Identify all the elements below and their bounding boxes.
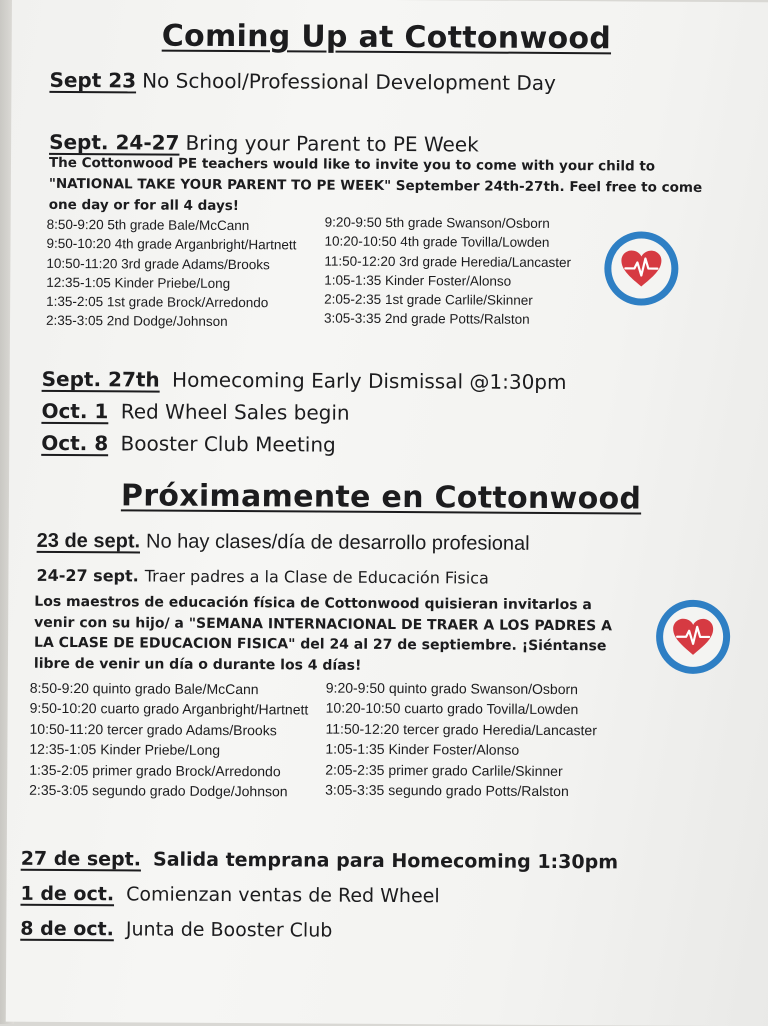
- schedule-row: 2:35-3:05 2nd Dodge/Johnson: [45, 313, 228, 330]
- schedule-row: 9:50-10:20 4th grade Arganbright/Hartnett: [46, 236, 297, 253]
- event-date: Oct. 1: [41, 398, 109, 424]
- schedule-row: 9:20-9:50 5th grade Swanson/Osborn: [324, 214, 550, 231]
- schedule-row: 10:50-11:20 3rd grade Adams/Brooks: [46, 255, 270, 272]
- schedule-row: 1:05-1:35 Kinder Foster/Alonso: [325, 740, 520, 758]
- schedule-left-column: [46, 215, 297, 332]
- heartbeat-icon: [619, 248, 663, 288]
- event-text: No School/Professional Development Day: [142, 68, 556, 95]
- schedule-row: 10:50-11:20 tercer grado Adams/Brooks: [29, 720, 277, 739]
- event-text: Red Wheel Sales begin: [120, 399, 350, 425]
- schedule-row: 1:05-1:35 Kinder Foster/Alonso: [324, 272, 512, 289]
- schedule-row: 3:05-3:35 segundo grado Potts/Ralston: [325, 781, 569, 800]
- event-text: No hay clases/día de desarrollo profesional: [146, 530, 530, 555]
- pe-week-title: Bring your Parent to PE Week: [185, 130, 479, 157]
- event-date: Sept. 27th: [41, 366, 160, 392]
- schedule-row: 3:05-3:35 2nd grade Potts/Ralston: [324, 311, 530, 328]
- event-text: Booster Club Meeting: [120, 431, 336, 457]
- event-date: 23 de sept.: [36, 529, 141, 553]
- event-row: [20, 877, 617, 916]
- heartbeat-badge-es: [656, 600, 730, 674]
- event-date: Oct. 8: [41, 430, 109, 456]
- schedule-row: 9:20-9:50 quinto grado Swanson/Osborn: [325, 679, 579, 698]
- event-row: [21, 842, 618, 881]
- horario-columna-izquierda: [29, 678, 308, 802]
- pe-week-date: Sept. 24-27: [49, 129, 180, 155]
- schedule-row: 2:05-2:35 primer grado Carlile/Skinner: [325, 761, 563, 779]
- english-title: Coming Up at Cottonwood: [161, 18, 612, 57]
- pe-week-intro: The Cottonwood PE teachers would like to invite you to come with your child to "NATIONAL TAKE YOUR PARENT TO PE WEEK" September 24th-27th. Feel free to come one day or for all 4 days!: [48, 154, 703, 215]
- schedule-row: 2:05-2:35 1st grade Carlile/Skinner: [324, 291, 533, 309]
- english-events-list: [41, 363, 566, 462]
- event-row: [20, 912, 617, 951]
- schedule-row: 8:50-9:20 quinto grado Bale/McCann: [29, 679, 259, 698]
- event-date: Sept 23: [49, 67, 137, 93]
- event-text: Salida temprana para Homecoming 1:30pm: [152, 848, 619, 874]
- schedule-row: 8:50-9:20 5th grade Bale/McCann: [46, 216, 250, 234]
- event-date: 1 de oct.: [20, 882, 115, 906]
- spanish-title: Próximamente en Cottonwood: [120, 478, 642, 517]
- semana-pe-intro: Los maestros de educación física de Cottonwood quisieran invitarlos a venir con su hijo/ a "SEMANA INTERNACIONAL DE TRAER A LOS PADRES A LA CLASE DE EDUCACION FISICA" del 24 al 27 de septiembre. ¡Siéntanse libre de venir un día o durante los 4 días!: [33, 593, 613, 674]
- schedule-right-column: [324, 213, 571, 330]
- pe-week-date: 24-27 sept.: [36, 565, 139, 586]
- event-text: Junta de Booster Club: [125, 918, 333, 942]
- event-row: [41, 395, 566, 430]
- event-row: [41, 427, 566, 462]
- schedule-row: 12:35-1:05 Kinder Priebe/Long: [29, 740, 221, 759]
- schedule-row: 1:35-2:05 primer grado Brock/Arredondo: [29, 761, 281, 779]
- heartbeat-badge: [604, 231, 678, 305]
- event-row: [42, 363, 567, 398]
- pe-week-title: Traer padres a la Clase de Educación Fisica: [144, 566, 489, 588]
- event-sept-23: [49, 68, 556, 95]
- event-date: 27 de sept.: [20, 847, 142, 871]
- event-text: Homecoming Early Dismissal @1:30pm: [172, 367, 567, 395]
- schedule-row: 10:20-10:50 cuarto grado Tovilla/Lowden: [325, 699, 579, 718]
- evento-23-sept: [37, 530, 530, 556]
- schedule-row: 11:50-12:20 3rd grade Heredia/Lancaster: [324, 253, 572, 270]
- schedule-row: 12:35-1:05 Kinder Priebe/Long: [46, 274, 231, 291]
- event-text: Comienzan ventas de Red Wheel: [126, 883, 440, 908]
- spanish-events-list: [20, 842, 618, 951]
- semana-pe-heading: [36, 566, 488, 588]
- schedule-row: 1:35-2:05 1st grade Brock/Arredondo: [46, 294, 269, 311]
- schedule-row: 10:20-10:50 4th grade Tovilla/Lowden: [324, 233, 550, 251]
- schedule-row: 11:50-12:20 tercer grado Heredia/Lancaster: [325, 720, 597, 739]
- heartbeat-icon: [671, 617, 715, 657]
- event-date: 8 de oct.: [20, 917, 114, 941]
- schedule-row: 9:50-10:20 cuarto grado Arganbright/Hartnett: [29, 700, 309, 718]
- schedule-row: 2:35-3:05 segundo grado Dodge/Johnson: [29, 781, 288, 800]
- horario-columna-derecha: [325, 678, 597, 802]
- flyer-sheet: [6, 0, 768, 1026]
